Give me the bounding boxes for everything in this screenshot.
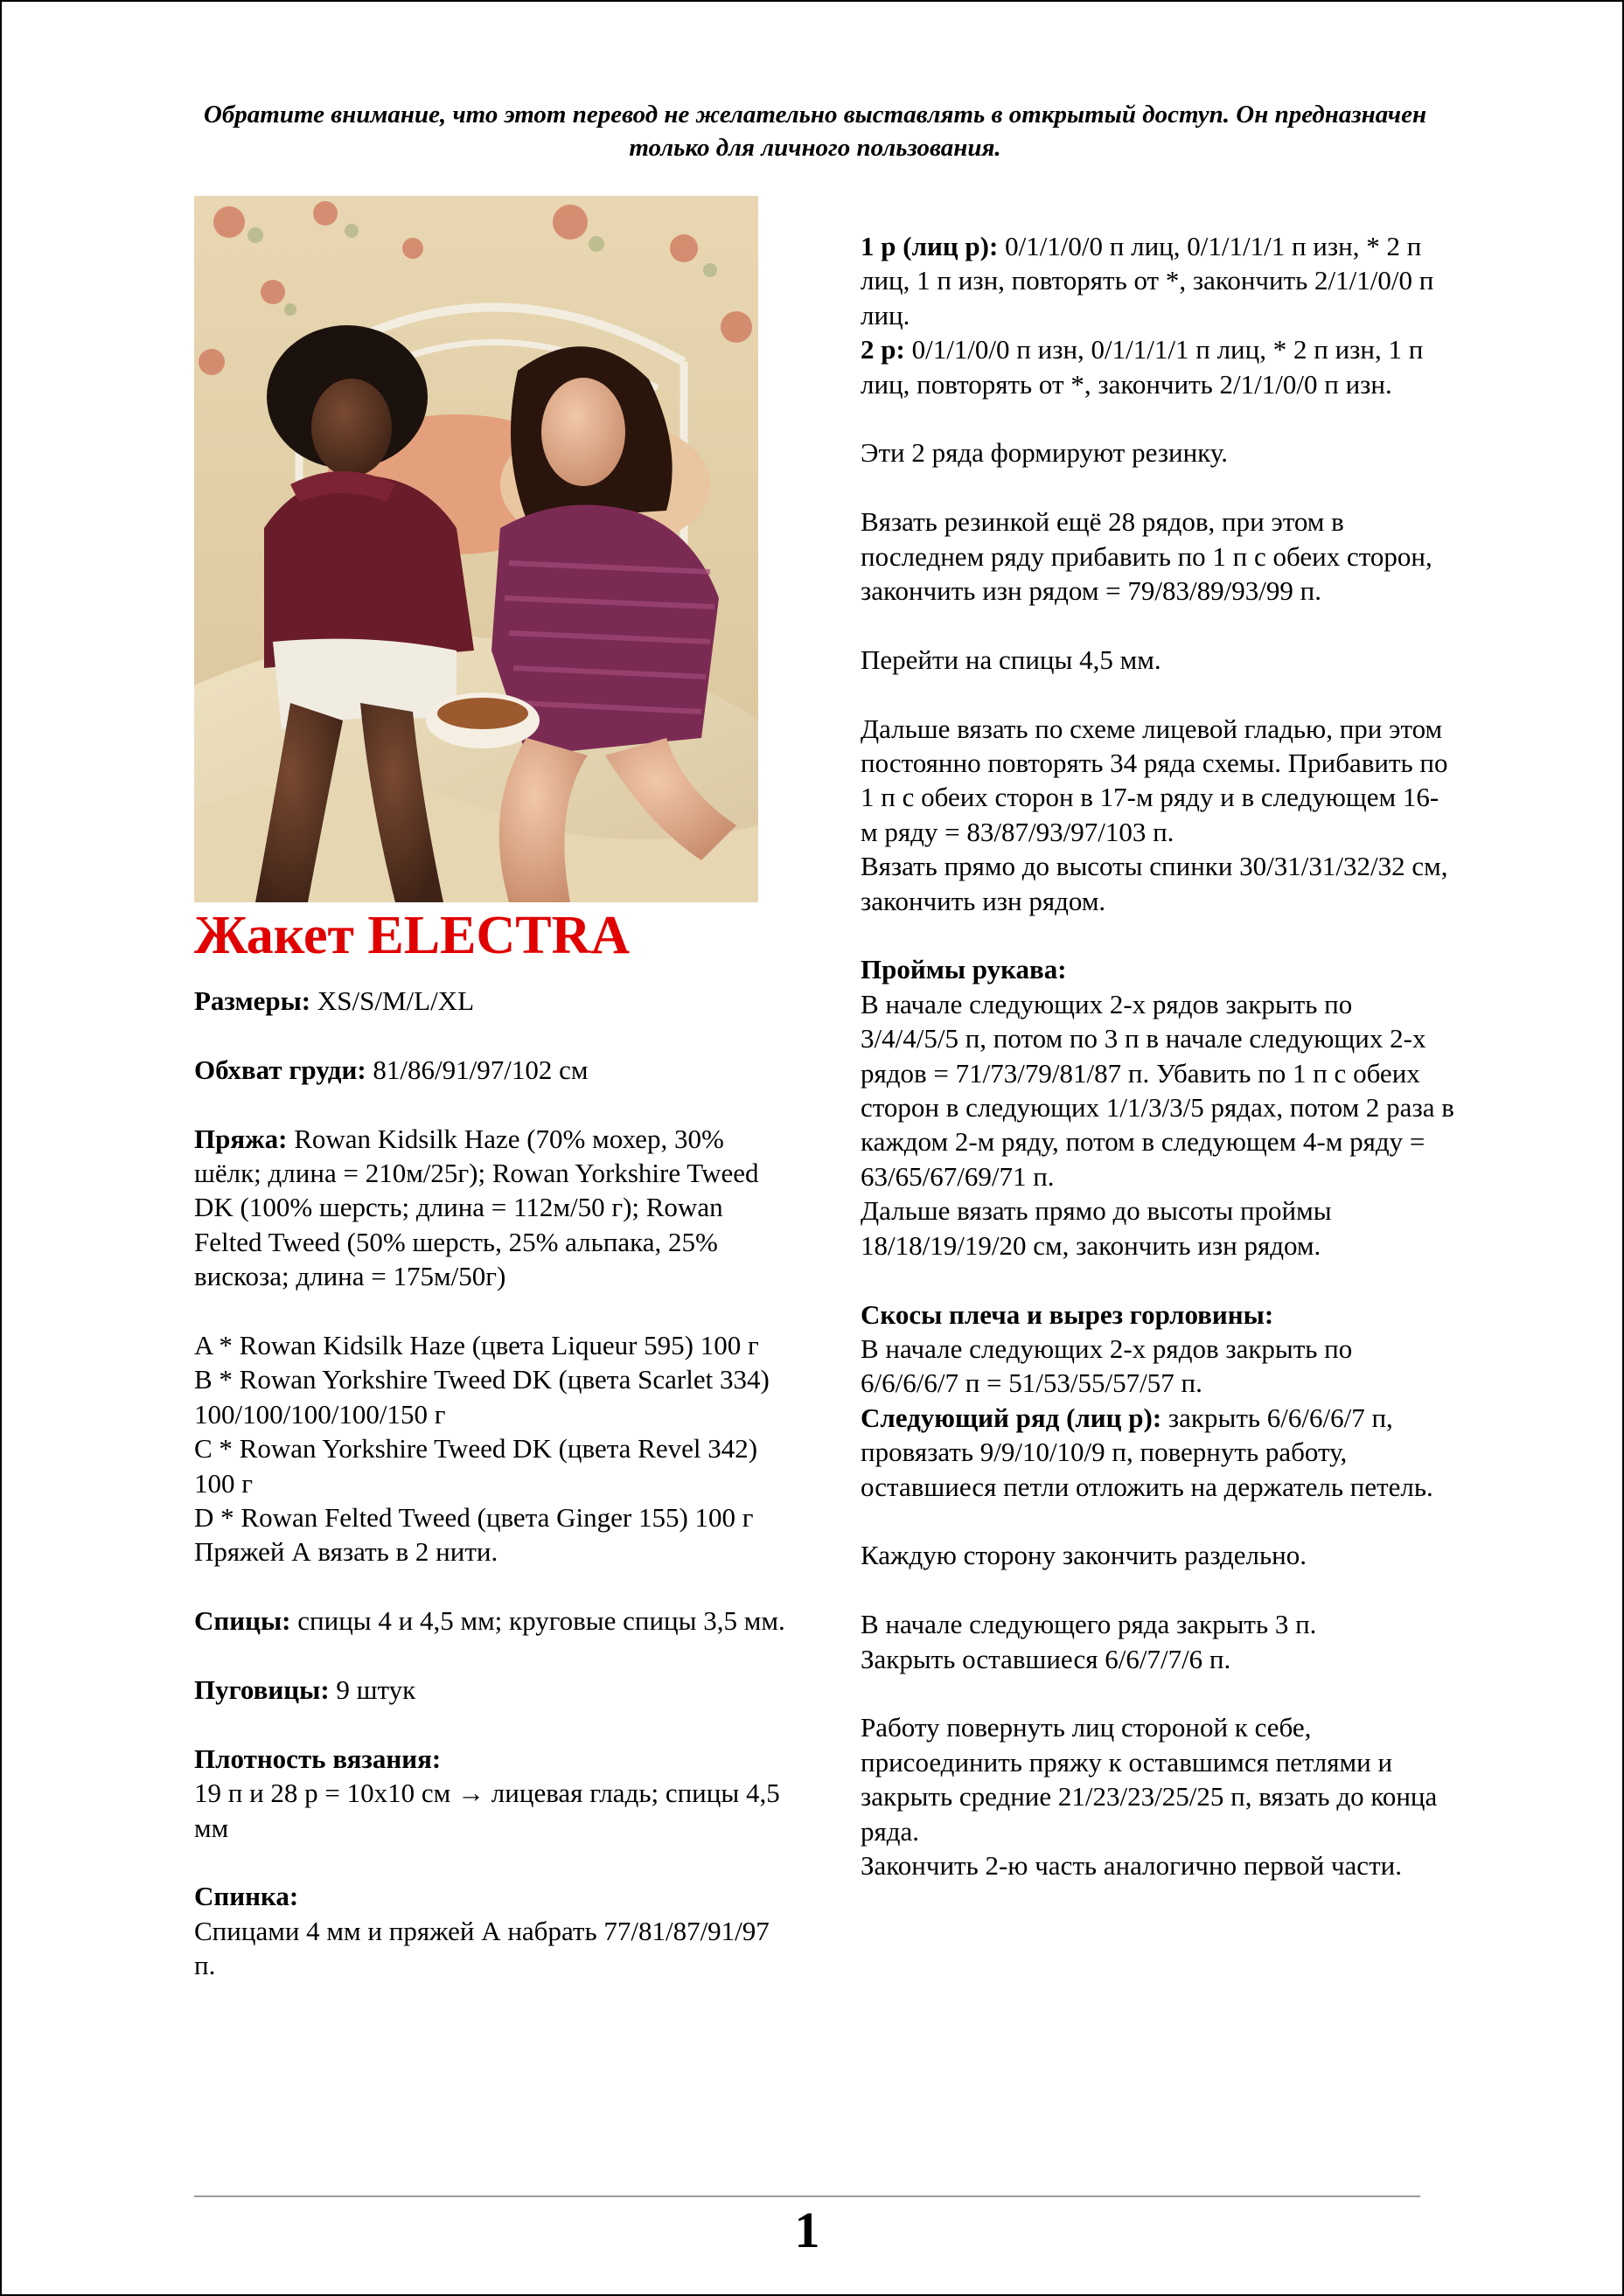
buttons-label: Пуговицы: bbox=[194, 1674, 330, 1706]
shoulder-heading bbox=[861, 1298, 1455, 1332]
product-photo bbox=[194, 196, 758, 902]
row2-value: 0/1/1/0/0 п изн, 0/1/1/1/1 п лиц, * 2 п изн, 1 п лиц, повторять от *, закончить 2/1/1/0/0 п изн. bbox=[861, 334, 1424, 400]
yarn-b: B * Rowan Yorkshire Tweed DK (цвета Scarlet 334) 100/100/100/100/150 г bbox=[194, 1364, 770, 1430]
shoulder-label: Скосы плеча и вырез горловины: bbox=[861, 1298, 1274, 1330]
yarn-paragraph bbox=[194, 1122, 789, 1294]
left-column bbox=[194, 984, 789, 1983]
armhole-value: В начале следующих 2-х рядов закрыть по 3/4/4/5/5 п, потом по 3 п в начале следующих 2-х рядов = 71/73/79/81/87 п. Убавить по 1 п с обеих сторон в следующих 1/1/3/3/5 рядах, потом 2 раза в каждом 2-м ряду, потом в следующем 4-м ряду = 63/65/67/69/71 п. bbox=[861, 988, 1454, 1192]
turn-work: Работу повернуть лиц стороной к себе, присоединить пряжу к оставшимся петлями и закрыть средние 21/23/23/25/25 п, вязать до конца ряда. bbox=[861, 1712, 1438, 1847]
chest-label: Обхват груди: bbox=[194, 1054, 366, 1085]
armhole-heading bbox=[861, 952, 1455, 986]
pattern-title: Жакет ELECTRA bbox=[194, 906, 631, 965]
yarn-d: D * Rowan Felted Tweed (цвета Ginger 155) 100 г bbox=[194, 1502, 754, 1534]
footer-divider bbox=[194, 2195, 1420, 2197]
notice-text: Обратите внимание, что этот перевод не желательно выставлять в открытый доступ. Он предназначен только для личного пользования. bbox=[203, 101, 1427, 162]
buttons-value: 9 штук bbox=[329, 1674, 416, 1706]
row2-line bbox=[861, 332, 1455, 401]
armhole-straight: Дальше вязать прямо до высоты проймы 18/18/19/19/20 см, закончить изн рядом. bbox=[861, 1195, 1332, 1261]
row1-value: 0/1/1/0/0 п лиц, 0/1/1/1/1 п изн, * 2 п лиц, 1 п изн, повторять от *, закончить 2/1/1/0/0 п лиц. bbox=[861, 231, 1434, 330]
close-3: В начале следующего ряда закрыть 3 п. bbox=[861, 1609, 1317, 1640]
gauge-label: Плотность вязания: bbox=[194, 1743, 442, 1774]
next-row-value: закрыть 6/6/6/6/7 п, провязать 9/9/10/10/9 п, повернуть работу, оставшиеся петли отложить на держатель петель. bbox=[861, 1402, 1433, 1502]
needles-line bbox=[194, 1604, 789, 1638]
chest-line bbox=[194, 1053, 789, 1087]
back-value: Спицами 4 мм и пряжей А набрать 77/81/87/91/97 п. bbox=[194, 1915, 770, 1981]
next-row-label: Следующий ряд (лиц р): bbox=[861, 1402, 1162, 1433]
switch-needles: Перейти на спицы 4,5 мм. bbox=[861, 644, 1161, 675]
buttons-line bbox=[194, 1673, 789, 1707]
rib-note: Эти 2 ряда формируют резинку. bbox=[861, 437, 1228, 469]
rib-more: Вязать резинкой ещё 28 рядов, при этом в последнем ряду прибавить по 1 п с обеих сторон, закончить изн рядом = 79/83/89/93/99 п. bbox=[861, 506, 1432, 607]
chart-work: Дальше вязать по схеме лицевой гладью, при этом постоянно повторять 34 ряда схемы. Прибавить по 1 п с обеих сторон в 17-м ряду и в следующем 16-м ряду = 83/87/93/97/103 п. bbox=[861, 713, 1448, 847]
gauge-heading bbox=[194, 1742, 789, 1776]
sizes-line bbox=[194, 984, 789, 1018]
row2-label: 2 р: bbox=[861, 334, 905, 365]
right-column bbox=[861, 229, 1455, 1882]
photo-illustration bbox=[194, 196, 758, 902]
shoulder-value: В начале следующих 2-х рядов закрыть по 6/6/6/6/7 п = 51/53/55/57/57 п. bbox=[861, 1332, 1353, 1399]
needles-value: спицы 4 и 4,5 мм; круговые спицы 3,5 мм. bbox=[290, 1605, 785, 1637]
page-number: 1 bbox=[794, 2202, 820, 2258]
sizes-label: Размеры: bbox=[194, 985, 311, 1016]
back-heading bbox=[194, 1879, 789, 1913]
chest-value: 81/86/91/97/102 см bbox=[366, 1054, 589, 1085]
yarn-label: Пряжа: bbox=[194, 1123, 288, 1154]
armhole-label: Проймы рукава: bbox=[861, 954, 1067, 985]
straight-work: Вязать прямо до высоты спинки 30/31/31/32/32 см, закончить изн рядом. bbox=[861, 851, 1448, 916]
needles-label: Спицы: bbox=[194, 1605, 291, 1637]
each-side: Каждую сторону закончить раздельно. bbox=[861, 1540, 1307, 1571]
yarn-note: Пряжей А вязать в 2 нити. bbox=[194, 1536, 498, 1568]
yarn-a: A * Rowan Kidsilk Haze (цвета Liqueur 595) 100 г bbox=[194, 1330, 759, 1361]
yarn-c: C * Rowan Yorkshire Tweed DK (цвета Revel 342) 100 г bbox=[194, 1433, 758, 1499]
gauge-value: 19 п и 28 р = 10х10 см → лицевая гладь; спицы 4,5 мм bbox=[194, 1778, 780, 1843]
finish-second: Закончить 2-ю часть аналогично первой части. bbox=[861, 1849, 1402, 1881]
back-label: Спинка: bbox=[194, 1881, 299, 1912]
row1-line bbox=[861, 229, 1455, 332]
next-row-line bbox=[861, 1401, 1455, 1504]
yarn-value: Rowan Kidsilk Haze (70% мохер, 30% шёлк; длина = 210м/25г); Rowan Yorkshire Tweed DK (100% шерсть; длина = 112м/50 г); Rowan Felted Tweed (50% шерсть, 25% альпака, 25% вискоза; длина = 175м/50г) bbox=[194, 1123, 759, 1292]
sizes-value: XS/S/M/L/XL bbox=[310, 985, 475, 1016]
close-rest: Закрыть оставшиеся 6/6/7/7/6 п. bbox=[861, 1643, 1231, 1674]
row1-label: 1 р (лиц р): bbox=[861, 231, 999, 261]
